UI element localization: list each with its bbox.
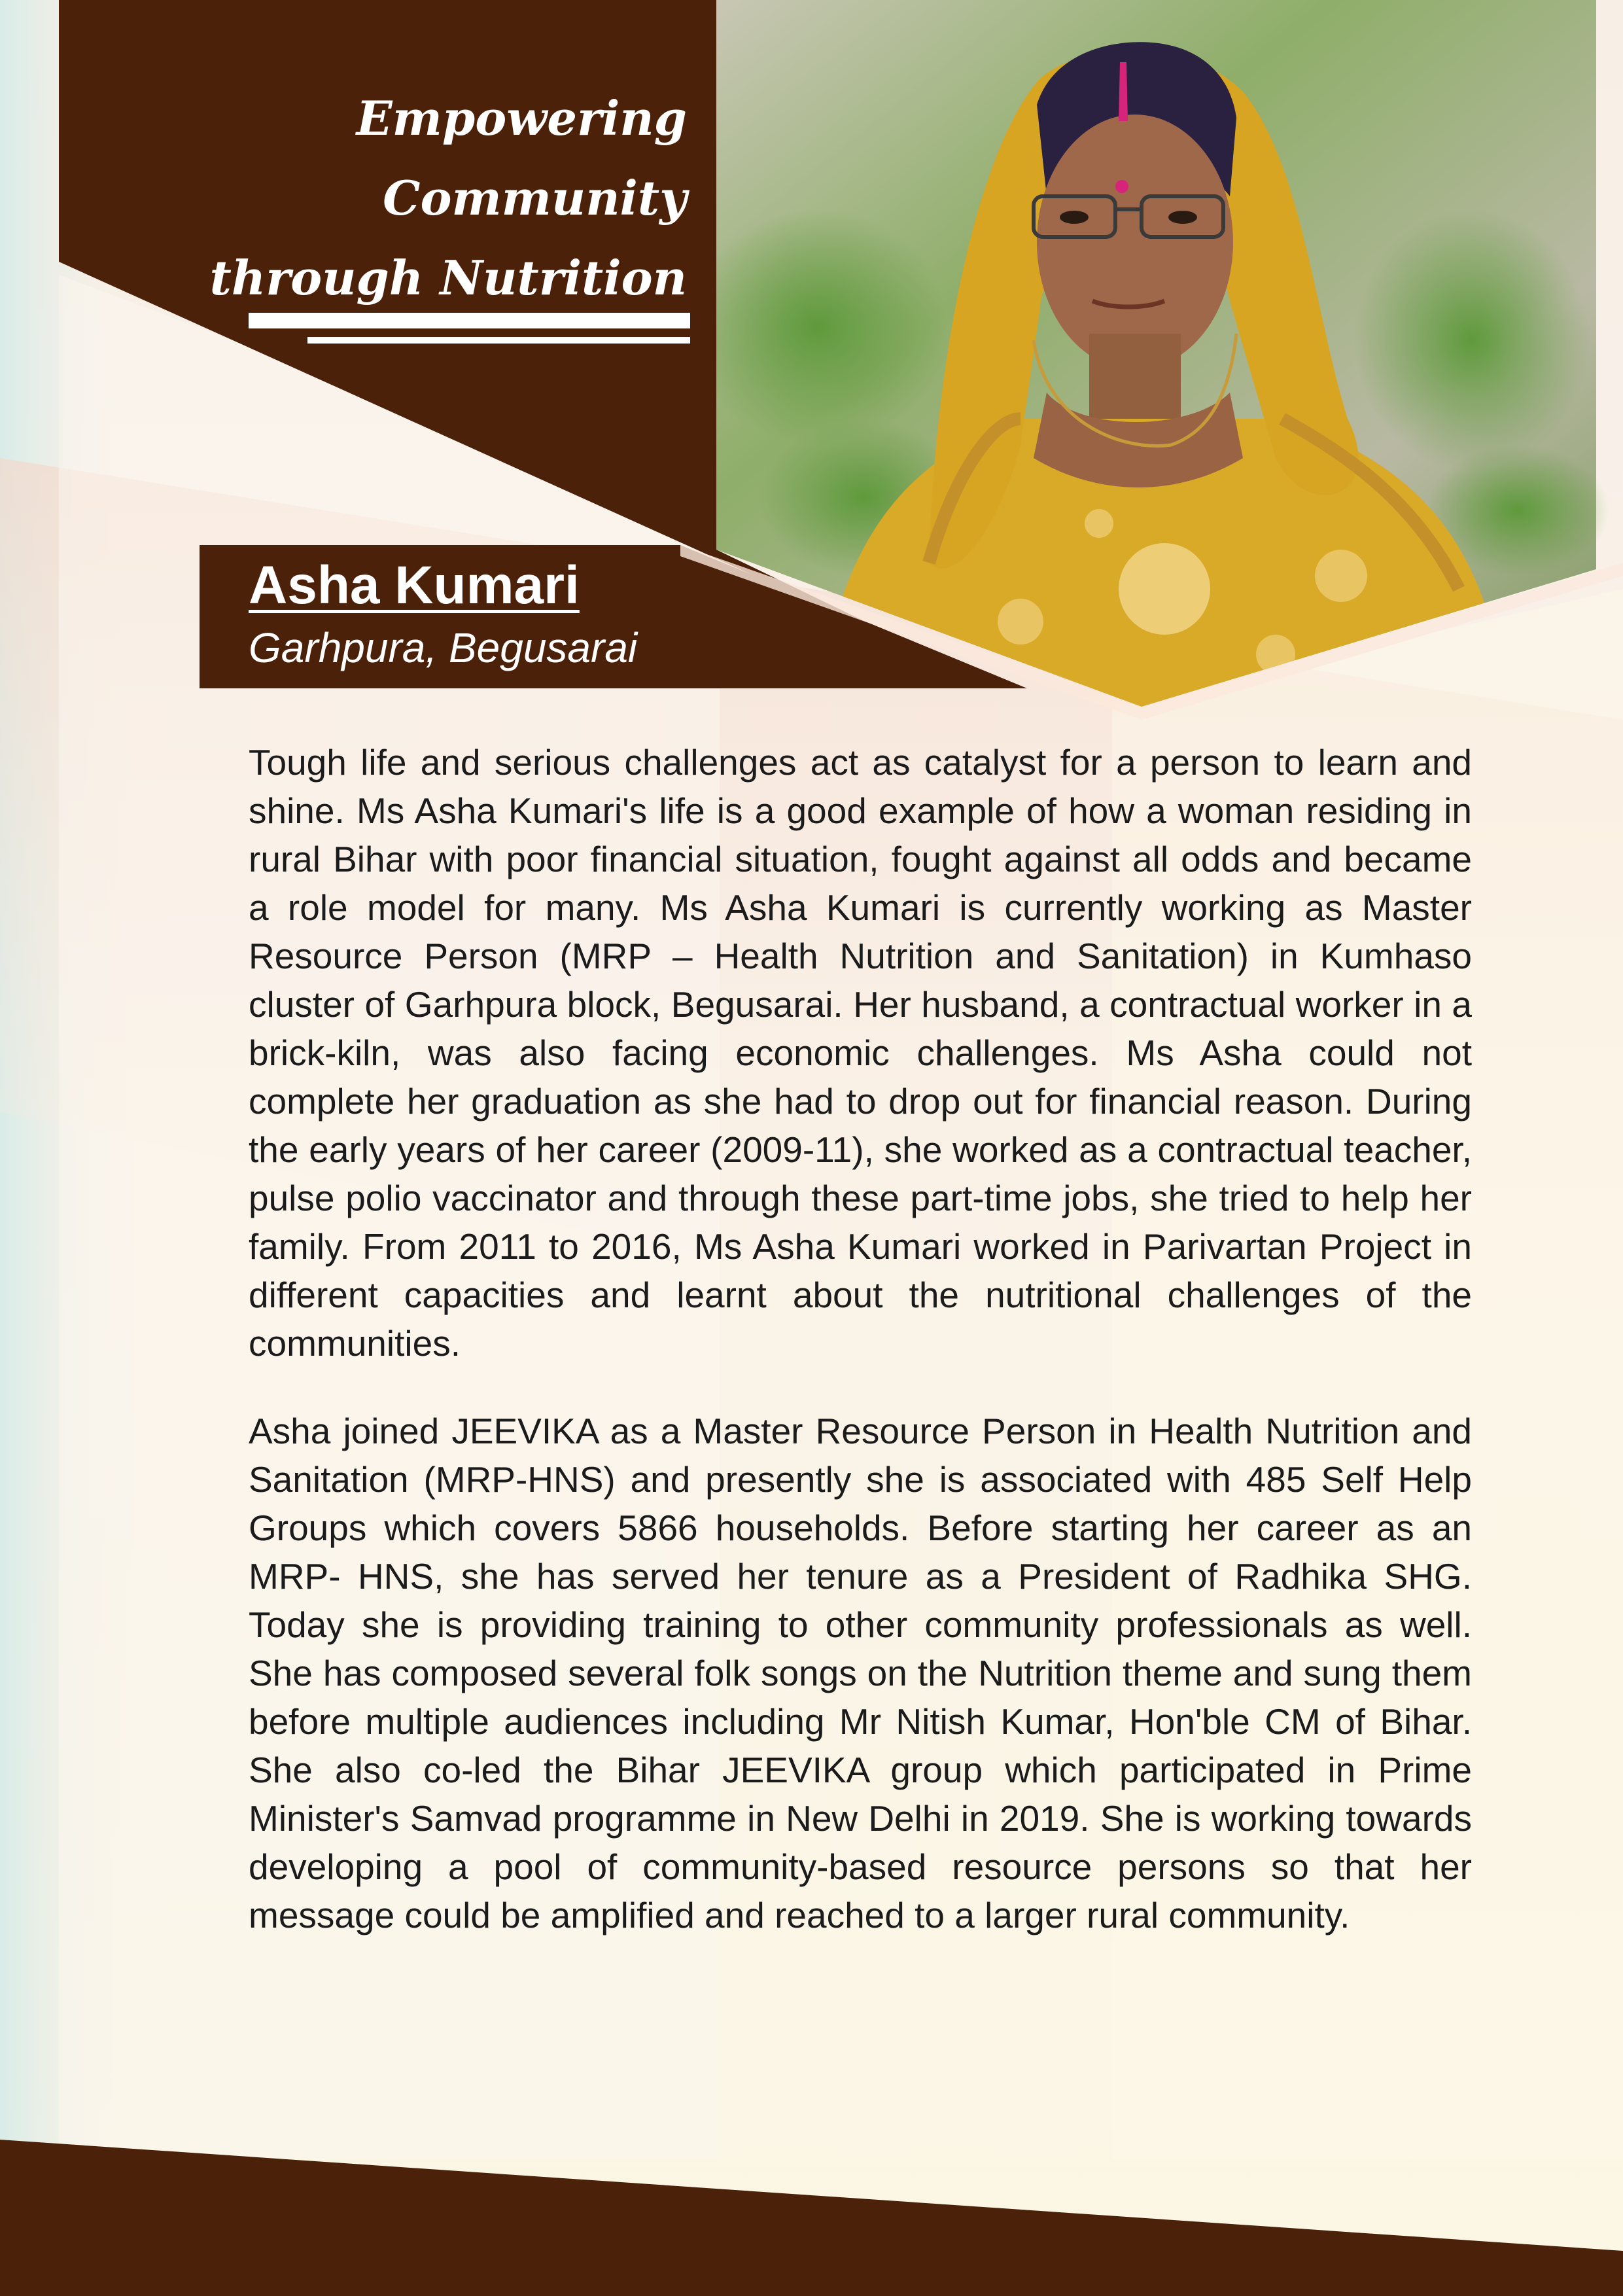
story-paragraph-2: Asha joined JEEVIKA as a Master Resource Person in Health Nutrition and Sanitation (MRP-HNS) and presently she is associated with 485 Self Help Groups which covers 5866 households. Before starting her career as an MRP- HNS, she has served her tenure as a President of Radhika SHG. Today she is providing training to other community professionals as well. She has composed several folk songs on the Nutrition theme and sung them before multiple audiences including Mr Nitish Kumar, Hon'ble CM of Bihar. She also co-led the Bihar JEEVIKA group which participated in Prime Minister's Samvad programme in New Delhi in 2019. She is working towards developing a pool of community-based resource persons so that her message could be amplified and reached to a larger rural community. <box>249 1411 1472 1935</box>
profile-location: Garhpura, Begusarai <box>249 624 638 671</box>
banner-line-2: through Nutrition <box>209 250 687 306</box>
banner-headline <box>98 79 687 318</box>
profile-name: Asha Kumari <box>249 556 580 615</box>
story-body <box>249 738 1472 1979</box>
face <box>1037 115 1233 370</box>
profile-header <box>249 553 637 677</box>
story-paragraph-1: Tough life and serious challenges act as catalyst for a person to learn and shine. Ms Asha Kumari's life is a good example of how a woman residing in rural Bihar with poor financial situation, fought against all odds and became a role model for many. Ms Asha Kumari is currently working as Master Resource Person (MRP – Health Nutrition and Sanitation) in Kumhaso cluster of Garhpura block, Begusarai. Her husband, a contractual worker in a brick-kiln, was also facing economic challenges. Ms Asha could not complete her graduation as she had to drop out for financial reason. During the early years of her career (2009-11), she worked as a contractual teacher, pulse polio vaccinator and through these part-time jobs, she tried to help her family. From 2011 to 2016, Ms Asha Kumari worked in Parivartan Project in different capacities and learnt about the nutritional challenges of the communities. <box>249 742 1472 1364</box>
banner-line-1: Empowering Community <box>356 90 687 226</box>
